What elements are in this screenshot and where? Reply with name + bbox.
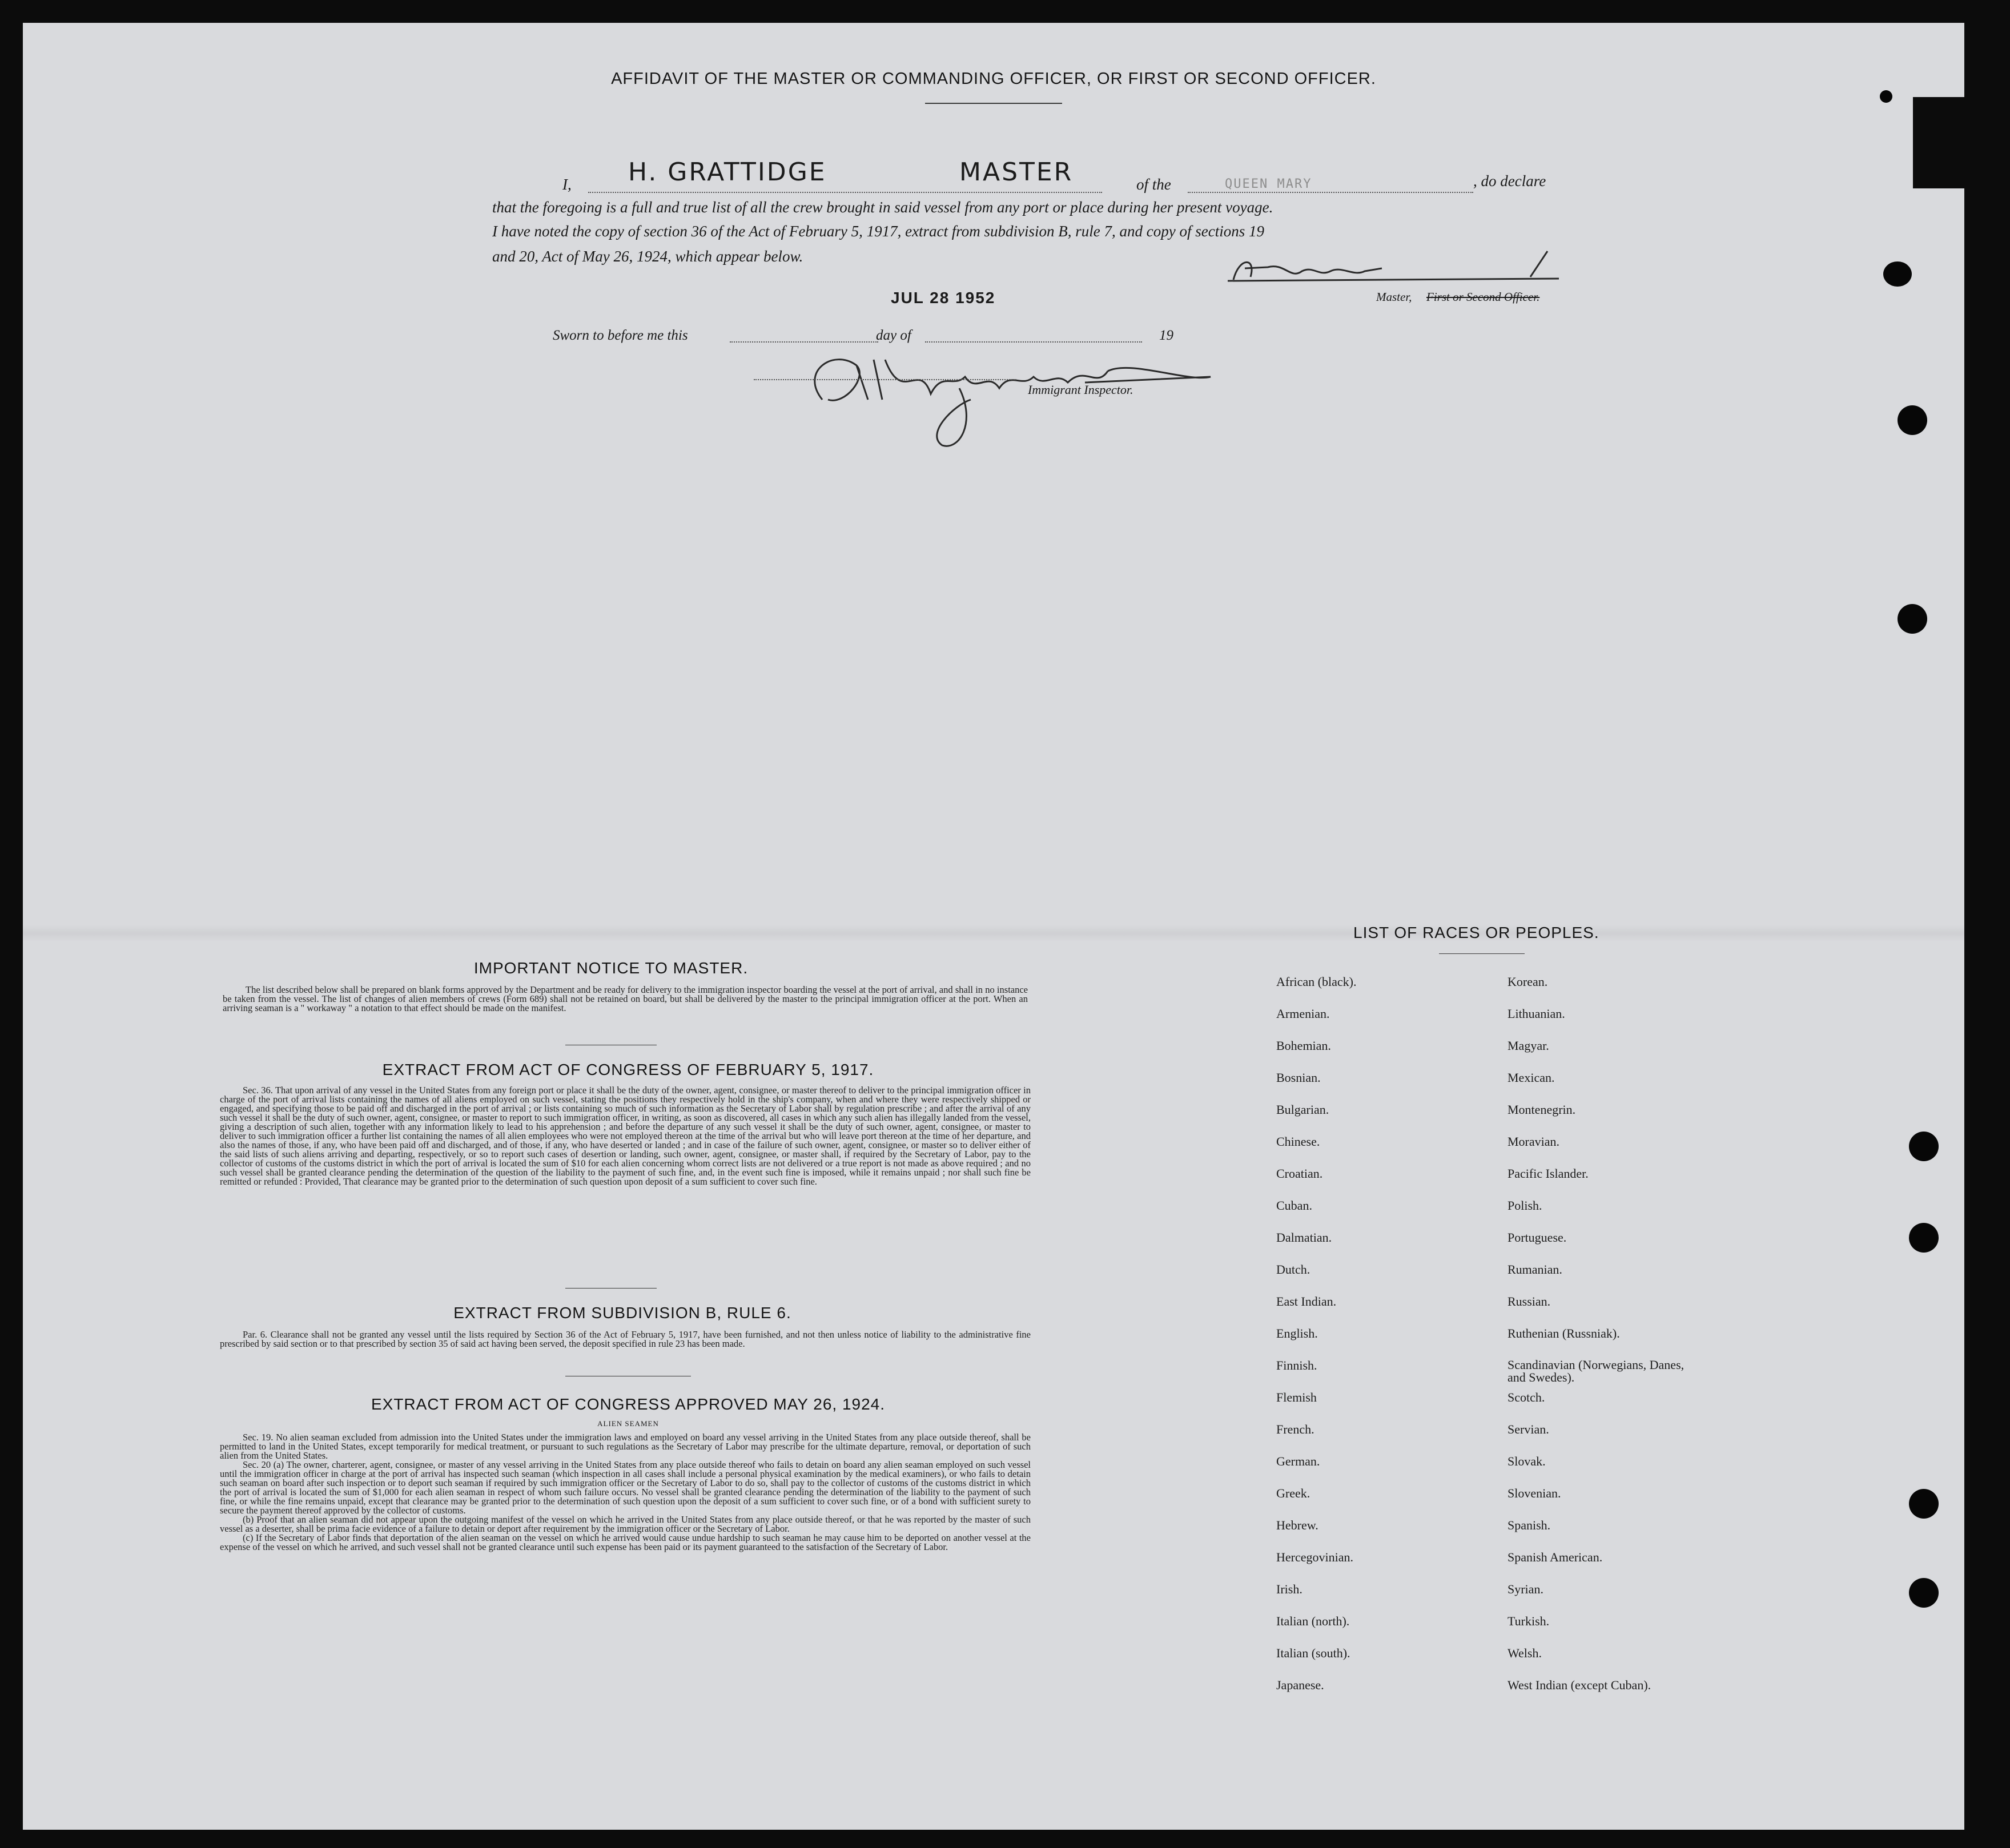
race-entry: German. [1276,1454,1320,1468]
race-entry: Portuguese. [1508,1230,1567,1245]
sec-19: Sec. 19. No alien seaman excluded from admission into the United States under the immigration laws and employed on board any vessel arriving in the United States from any place outside thereof, shall be permitted to land in the United States, except temporarily for medical treatment, or pursuant to such regulations as the Secretary of Labor may prescribe for the ultimate departure, removal, or deportation of such alien from the United States. [220,1432,1031,1461]
race-entry: Croatian. [1276,1166,1323,1181]
alien-seamen-subtitle: ALIEN SEAMEN [597,1419,659,1428]
sworn-text: Sworn to before me this [553,328,688,343]
document-page [23,23,1964,1830]
race-entry: Korean. [1508,975,1548,989]
extract-1917-text [220,1086,1031,1186]
race-entry: Bohemian. [1276,1038,1331,1053]
pronoun-i: I, [562,176,572,193]
punch-hole [1880,90,1892,103]
officer-struck-label: First or Second Officer. [1426,290,1540,304]
rule6-paragraph: Par. 6. Clearance shall not be granted any vessel until the lists required by Section 36 of the Act of February 5, 1917, have been furnished, and not then unless notice of liability to the administrative fine prescribed by said section or to that prescribed by section 35 of said act having been served, the deposit specified in rule 23 has been made. [220,1329,1031,1349]
race-entry: African (black). [1276,975,1357,989]
race-entry: Montenegrin. [1508,1102,1576,1117]
race-entry: Spanish. [1508,1518,1551,1532]
vessel-field-line [1188,192,1473,193]
inspector-label: Immigrant Inspector. [1028,383,1133,397]
race-entry: Bulgarian. [1276,1102,1329,1117]
rule6-title: EXTRACT FROM SUBDIVISION B, RULE 6. [453,1304,791,1322]
race-entry: English. [1276,1326,1318,1340]
race-entry: Ruthenian (Russniak). [1508,1326,1620,1340]
day-of-text: day of [876,328,911,343]
affidavit-title: AFFIDAVIT OF THE MASTER OR COMMANDING OFFICER, OR FIRST OR SECOND OFFICER. [611,70,1376,88]
race-entry: Japanese. [1276,1678,1324,1692]
inspector-line [754,379,1016,380]
punch-hole [1909,1489,1939,1519]
master-name-handwritten: H. GRATTIDGE [628,158,827,187]
race-entry: Hercegovinian. [1276,1550,1353,1564]
race-entry: West Indian (except Cuban). [1508,1678,1651,1692]
race-entry: Irish. [1276,1582,1303,1596]
race-entry: Dalmatian. [1276,1230,1332,1245]
race-entry: Italian (north). [1276,1614,1350,1628]
race-entry: Polish. [1508,1198,1542,1213]
notice-text [223,985,1028,1013]
extract-1924-title: EXTRACT FROM ACT OF CONGRESS APPROVED MAY 26, 1924. [371,1395,886,1413]
inspector-signature [788,325,1222,457]
race-entry: Scotch. [1508,1390,1545,1404]
race-entry: Russian. [1508,1294,1551,1309]
punch-hole [1898,405,1927,435]
notice-title: IMPORTANT NOTICE TO MASTER. [473,959,749,977]
punch-hole [1909,1578,1939,1608]
rule6-text [220,1330,1031,1348]
race-entry: Syrian. [1508,1582,1543,1596]
race-entry: Greek. [1276,1486,1310,1500]
race-entry: Finnish. [1276,1358,1317,1372]
races-rule [1439,953,1525,954]
race-entry: Cuban. [1276,1198,1312,1213]
race-entry: Moravian. [1508,1134,1560,1149]
race-entry: Chinese. [1276,1134,1320,1149]
race-entry: Flemish [1276,1390,1317,1404]
sec-20c: (c) If the Secretary of Labor finds that deportation of the alien seaman on the vessel on which he arrived would cause undue hardship to such seaman he may cause him to be deported on another vessel at the expense of the vessel on which he arrived, and such vessel shall not be granted clearance until such expense has been paid or its payment guaranteed to the satisfaction of the Secretary of Labor. [220,1532,1031,1552]
sec-20b: (b) Proof that an alien seaman did not appear upon the outgoing manifest of the vessel on which he arrived in the United States from any place outside thereof, or that he was reported by the master of such vessel as a deserter, shall be prima facie evidence of a failure to detain or deport after requirement by the immigration officer or the Secretary of Labor. [220,1514,1031,1534]
race-entry: French. [1276,1422,1314,1436]
master-signature [1216,245,1570,291]
punch-hole [1883,261,1912,287]
race-entry: Scandinavian (Norwegians, Danes, and Swedes). [1508,1358,1685,1384]
races-left-column [1276,975,1482,1710]
race-entry: Dutch. [1276,1262,1310,1277]
race-entry: Lithuanian. [1508,1006,1565,1021]
race-entry: Welsh. [1508,1646,1542,1660]
races-right-column [1508,975,1736,1710]
race-entry: Rumanian. [1508,1262,1562,1277]
master-label: Master, [1376,290,1412,304]
rank-handwritten: MASTER [959,158,1074,187]
race-entry: East Indian. [1276,1294,1337,1309]
title-rule [925,103,1062,104]
races-title: LIST OF RACES OR PEOPLES. [1353,924,1599,941]
notice-paragraph: The list described below shall be prepared on blank forms approved by the Department and be ready for delivery to the immigration inspector boarding the vessel at the port of arrival, and shall in no instance be taken from the vessel. The list of changes of alien members of crews (Form 689) shall not be retained on board, but shall be delivered by the master to the principal immigration officer at the port. When an arriving seaman is a " workaway " a notation to that effect should be made on the manifest. [223,984,1028,1013]
extract-1917-title: EXTRACT FROM ACT OF CONGRESS OF FEBRUARY 5, 1917. [382,1061,874,1078]
race-entry: Servian. [1508,1422,1549,1436]
affidavit-line-3: I have noted the copy of section 36 of the Act of February 5, 1917, extract from subdivision B, rule 7, and copy of sections 19 [492,223,1264,240]
race-entry: Mexican. [1508,1070,1555,1085]
vessel-name: QUEEN MARY [1225,177,1312,191]
race-entry: Slovenian. [1508,1486,1561,1500]
extract-1924-text [220,1433,1031,1552]
of-the-text: of the [1136,176,1171,193]
punch-hole [1898,604,1927,634]
date-stamp: JUL 28 1952 [891,289,996,307]
edge-shadow [1913,97,1964,188]
race-entry: Turkish. [1508,1614,1550,1628]
race-entry: Magyar. [1508,1038,1549,1053]
race-entry: Hebrew. [1276,1518,1318,1532]
extract-1917-rule [565,1288,657,1289]
race-entry: Italian (south). [1276,1646,1350,1660]
do-declare-text: , do declare [1473,172,1546,190]
sec-20a: Sec. 20 (a) The owner, charterer, agent, consignee, or master of any vessel arriving in the United States from any place outside thereof who fails to detain on board any alien seaman employed on such vessel until the immigration officer in charge at the port of arrival has inspected such seaman (which inspection in all cases shall include a personal physical examination by the medical examiners), or who fails to detain such seaman on board after such inspection or to deport such seaman if required by such immigration officer or the Secretary of Labor to do so, shall pay to the collector of customs of the customs district in which the port of arrival is located the sum of $1,000 for each alien seaman in respect of whom such failure occurs. No vessel shall be granted clearance pending the determination of the liability to the payment of such fine, or while the fine remains unpaid, except that clearance may be granted prior to the determination of such question upon the deposit of a sum sufficient to cover such fine, or of a bond with sufficient surety to secure the payment thereof approved by the collector of customs. [220,1459,1031,1516]
affidavit-line-4: and 20, Act of May 26, 1924, which appear below. [492,248,803,265]
fold-line [23,925,1964,942]
race-entry: Slovak. [1508,1454,1546,1468]
race-entry: Armenian. [1276,1006,1330,1021]
punch-hole [1909,1132,1939,1161]
race-entry: Pacific Islander. [1508,1166,1589,1181]
name-field-line [588,192,1102,193]
race-entry: Spanish American. [1508,1550,1603,1564]
affidavit-line-2: that the foregoing is a full and true list of all the crew brought in said vessel from any port or place during her present voyage. [492,199,1273,216]
extract-1917-paragraph: Sec. 36. That upon arrival of any vessel in the United States from any foreign port or place it shall be the duty of the owner, agent, consignee, or master thereof to deliver to the principal immigration officer in charge of the port of arrival lists containing the names of all aliens employed on such vessel, stating the positions they respectively hold in the ship's company, when and where they were respectively shipped or engaged, and specifying those to be paid off and discharged in the port of arrival ; or lists containing so much of such information as the Secretary of Labor shall by regulation prescribe ; and after the arrival of any such vessel it shall be the duty of such owner, agent, consignee, or master to report to such immigration officer, in writing, as soon as discovered, all cases in which any such alien has illegally landed from the vessel, giving a description of such alien, together with any information likely to lead to his apprehension ; and before the departure of any such vessel it shall be the duty of such owner, agent, consignee, or master to deliver to such immigration officer a further list containing the names of all alien employees who were not employed thereon at the time of the arrival but who will leave port thereon at the time of her departure, and also the names of those, if any, who have been paid off and discharged, and of those, if any, who have deserted or landed ; and in case of the failure of such owner, agent, consignee, or master so to deliver either of the said lists of such aliens arriving and departing, respectively, or so to report such cases of desertion or landing, such owner, agent, consignee, or master shall, if required by the Secretary of Labor, pay to the collector of customs of the customs district in which the port of arrival is located the sum of $10 for each alien concerning whom correct lists are not delivered or a true report is not made as above required ; and no such vessel shall be granted clearance pending the determination of the question of the liability to the payment of such fine, and, in the event such fine is imposed, while it remains unpaid ; nor shall such fine be remitted or refunded : Provided, That clearance may be granted prior to the determination of such question upon deposit of a sum sufficient to cover such fine. [220,1085,1031,1187]
punch-hole [1909,1223,1939,1253]
race-entry: Bosnian. [1276,1070,1321,1085]
year-prefix: 19 [1159,328,1173,343]
